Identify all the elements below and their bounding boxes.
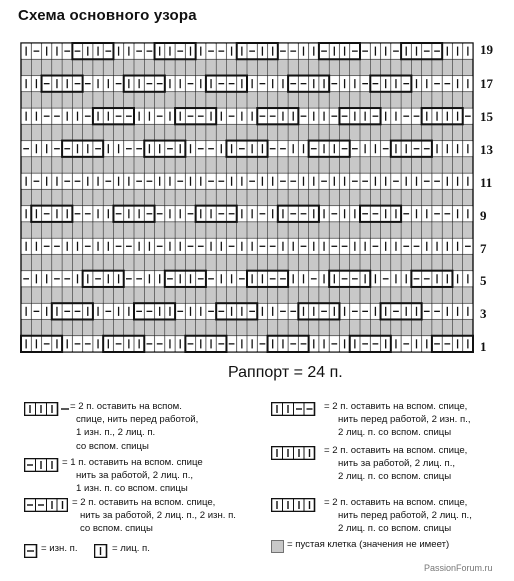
legend-line: 2 лиц. п. со вспом. спицы xyxy=(338,523,452,535)
legend-line: нить за работой, 2 лиц. п., 2 изн. п. xyxy=(80,510,236,521)
legend-line: = 2 п. оставить на вспом. спице, xyxy=(324,445,468,456)
legend-cable-front-knit xyxy=(271,496,511,540)
legend-line: 2 лиц. п. со вспом. спицы xyxy=(338,427,452,439)
row-number-9: 9 xyxy=(480,208,487,223)
legend-line: = 2 п. оставить на вспом. спице, xyxy=(324,497,468,508)
row-number-5: 5 xyxy=(480,273,487,288)
legend-cable-1-2 xyxy=(24,456,254,500)
empty-cell-symbol-icon xyxy=(271,540,285,554)
cable-2-2-purl-symbol-icon xyxy=(24,498,68,512)
legend-purl-text: = изн. п. xyxy=(41,543,78,554)
legend-line: со вспом. спицы xyxy=(76,440,149,452)
legend-line: 1 изн. п. со вспом. спицы xyxy=(76,483,188,495)
row-number-13: 13 xyxy=(480,142,493,157)
rapport-label: Раппорт = 24 п. xyxy=(228,364,343,381)
legend-line: нить за работой, 2 лиц. п., xyxy=(338,458,456,469)
purl-symbol-icon xyxy=(24,544,38,558)
legend-line: = 2 п. оставить на вспом. спице, xyxy=(324,401,468,412)
legend-cable-front-purl-2 xyxy=(271,400,511,444)
legend-line: нить за работой, 2 лиц. п., xyxy=(76,470,194,481)
cable-3-1-symbol-icon xyxy=(24,402,70,416)
row-number-3: 3 xyxy=(480,306,487,321)
row-number-15: 15 xyxy=(480,109,493,124)
cable-2-2-front-knit-symbol-icon xyxy=(271,498,321,512)
legend-knit xyxy=(94,542,214,558)
legend-line: 1 изн. п., 2 лиц. п. xyxy=(76,427,156,439)
legend-cable-back-purl xyxy=(24,496,264,540)
chart-title: Схема основного узора xyxy=(18,7,197,24)
cable-2-2-back-knit-symbol-icon xyxy=(271,446,321,460)
legend-line: = 1 п. оставить на вспом. спице xyxy=(62,457,203,468)
cable-1-2-symbol-icon xyxy=(24,458,60,472)
row-number-19: 19 xyxy=(480,42,493,57)
row-number-17: 17 xyxy=(480,76,493,91)
legend-line: = 2 п. оставить на вспом. спице, xyxy=(72,497,216,508)
legend-cable-back-knit xyxy=(271,444,511,488)
legend-line: = 2 п. оставить на вспом. xyxy=(70,401,182,412)
knit-symbol-icon xyxy=(94,544,108,558)
row-number-11: 11 xyxy=(480,175,493,190)
legend-empty xyxy=(271,538,511,554)
legend-knit-text: = лиц. п. xyxy=(112,543,150,554)
legend-empty-text: = пустая клетка (значения не имеет) xyxy=(287,539,450,550)
legend-line: нить перед работой, 2 изн. п., xyxy=(338,414,471,425)
legend-line: 2 лиц. п. со вспом. спицы xyxy=(338,471,452,483)
legend-line: спице, нить перед работой, xyxy=(76,414,199,425)
cable-2-2-front-symbol-icon xyxy=(271,402,321,416)
watermark: PassionForum.ru xyxy=(424,563,493,573)
row-number-1: 1 xyxy=(480,339,487,354)
legend-line: нить перед работой, 2 лиц. п., xyxy=(338,510,472,521)
row-number-7: 7 xyxy=(480,241,487,256)
legend-cable-front-purl xyxy=(24,400,254,460)
legend-line: со вспом. спицы xyxy=(80,523,153,535)
